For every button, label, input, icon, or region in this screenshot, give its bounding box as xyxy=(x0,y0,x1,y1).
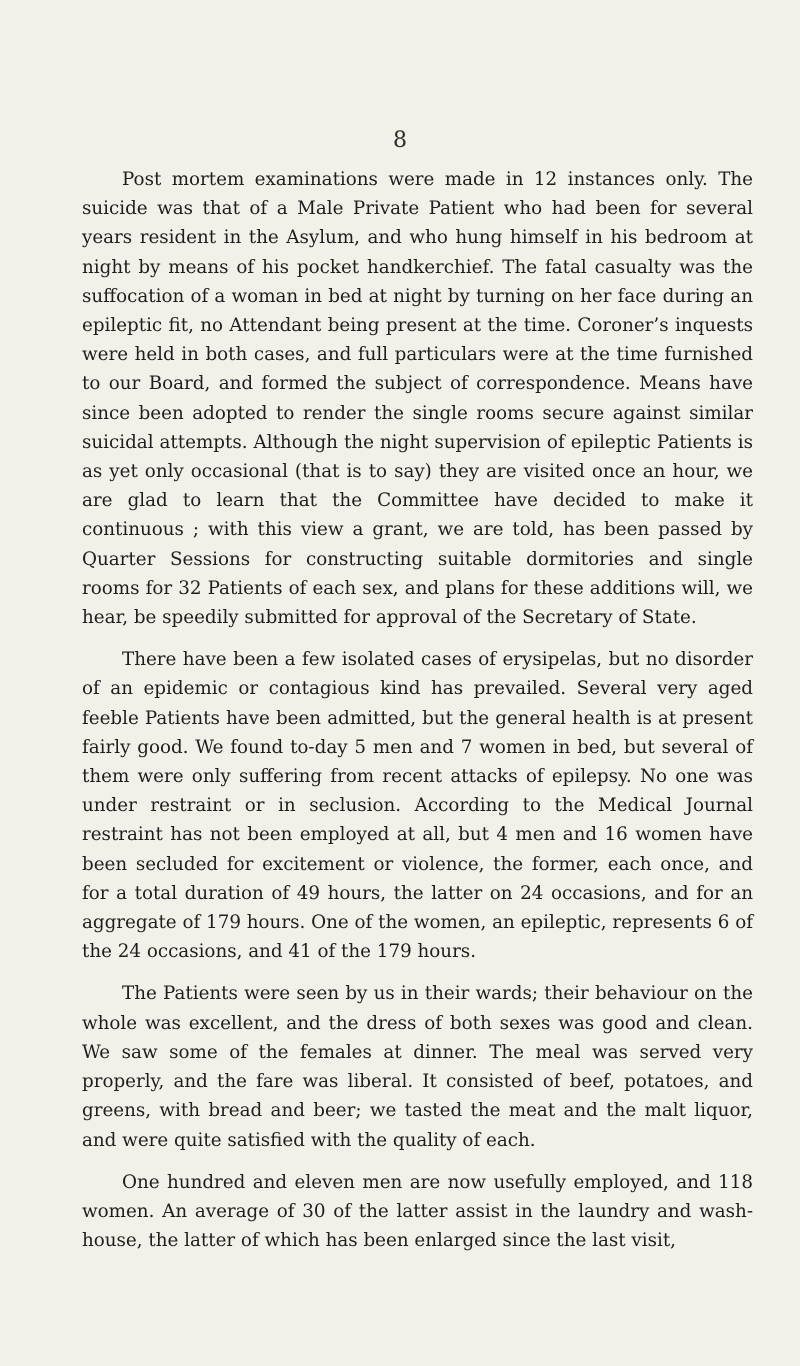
paragraph-health: There have been a few isolated cases of erysipelas, but no disorder of an epidemic or contagious kind has prevailed. Several very aged feeble Patients have been admitted, but the general health is at present fairly good. We found to-day 5 men and 7 women in bed, but several of them were only suffering from recent attacks of epilepsy. No one was under restraint or in seclusion. According to the Medical Journal restraint has not been employed at all, but 4 men and 16 women have been secluded for excitement or violence, the former, each once, and for a total duration of 49 hours, the latter on 24 occasions, and for an aggregate of 179 hours. One of the women, an epileptic, represents 6 of the 24 occasions, and 41 of the 179 hours. xyxy=(82,649,753,963)
page-number: 8 xyxy=(393,128,407,153)
paragraph-post-mortem: Post mortem examinations were made in 12 instances only. The suicide was that of a Male Private Patient who had been for several years resident in the Asylum, and who hung himself in his bedroom at night by means of his pocket handkerchief. The fatal casualty was the suffocation of a woman in bed at night by turning on her face during an epileptic fit, no Attendant being present at the time. Coroner’s inquests were held in both cases, and full particulars were at the time furnished to our Board, and formed the subject of correspondence. Means have since been adopted to render the single rooms secure against similar suicidal attempts. Although the night supervision of epileptic Patients is as yet only occasional (that is to say) they are visited once an hour, we are glad to learn that the Committee have decided to make it continuous ; with this view a grant, we are told, has been passed by Quarter Sessions for constructing suitable dormitories and single rooms for 32 Patients of each sex, and plans for these additions will, we hear, be speedily submitted for approval of the Secretary of State. xyxy=(82,169,753,629)
paragraph-patients-wards: The Patients were seen by us in their wards; their behaviour on the whole was excellent, and the dress of both sexes was good and clean. We saw some of the females at dinner. The meal was served very properly, and the fare was liberal. It consisted of beef, potatoes, and greens, with bread and beer; we tasted the meat and the malt liquor, and were quite satisfied with the quality of each. xyxy=(82,983,753,1151)
body-text xyxy=(82,165,753,1268)
paragraph-employment: One hundred and eleven men are now usefully employed, and 118 women. An average of 30 of the latter assist in the laundry and wash-house, the latter of which has been enlarged since the last visit, xyxy=(82,1171,753,1252)
